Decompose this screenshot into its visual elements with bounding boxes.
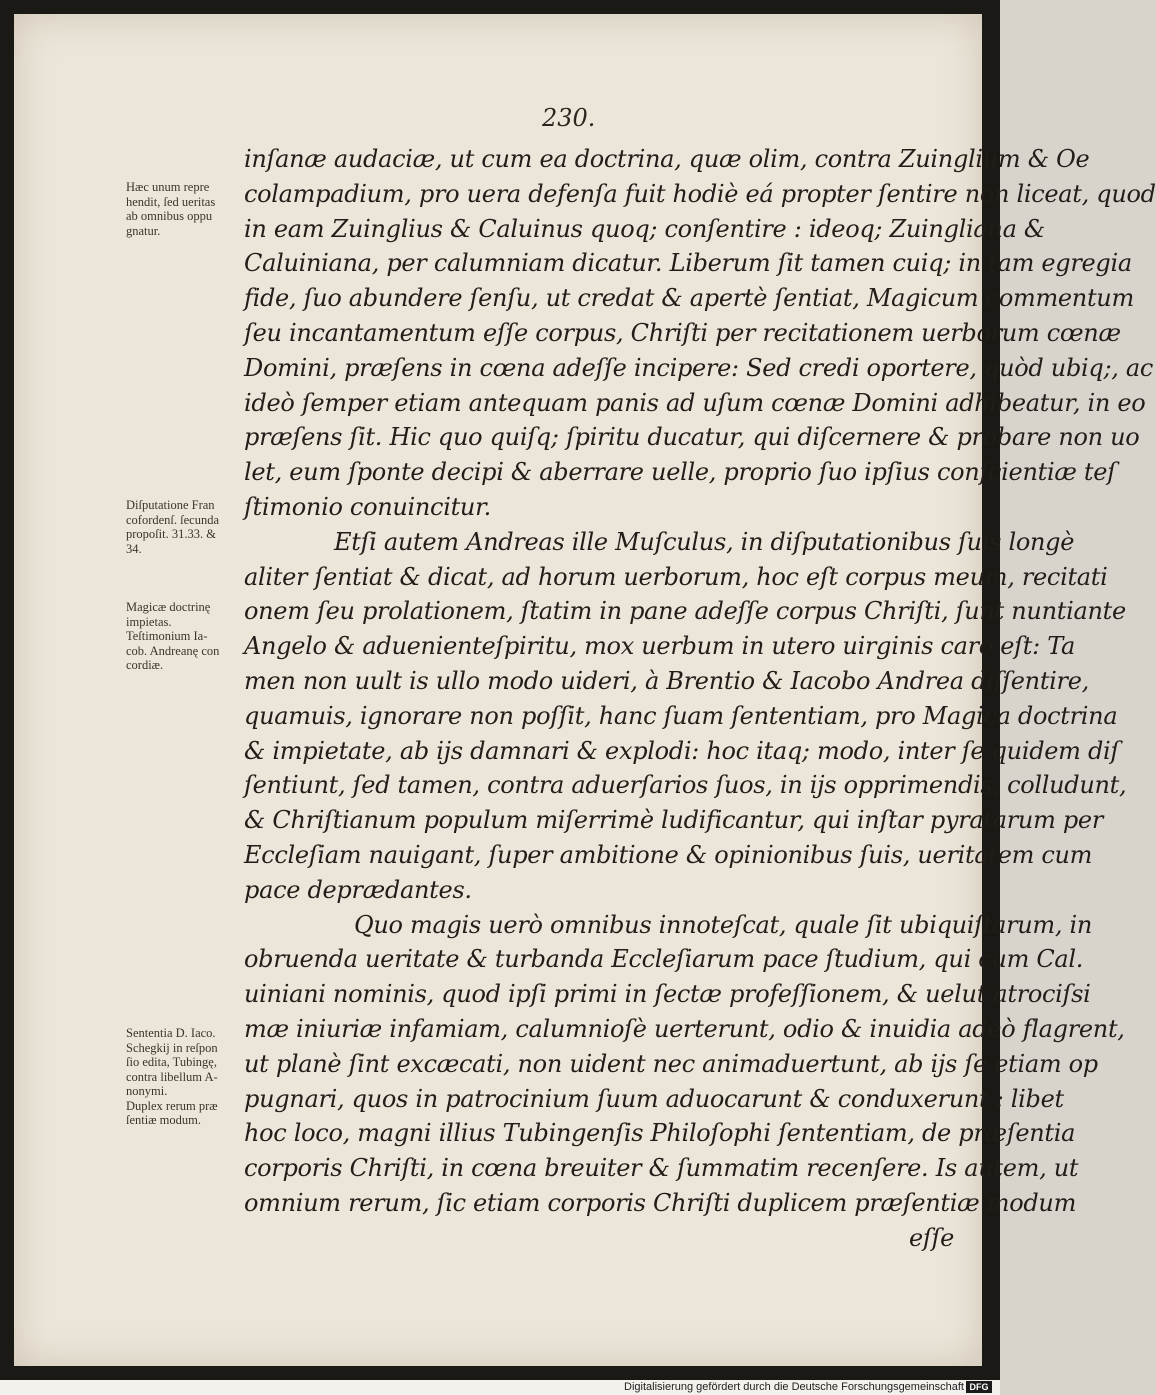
text-line: Caluiniana, per calumniam dicatur. Liberum ſit tamen cuiq; in tam egregia: [244, 249, 1132, 278]
text-line: uiniani nominis, quod ipſi primi in ſectæ profeſſionem, & uelut atrociſsi: [244, 980, 1091, 1009]
text-line: hoc loco, magni illius Tubingenſis Philoſophi ſententiam, de præſentia: [244, 1119, 1076, 1148]
paragraph-start: Quo magis uerò omnibus innoteſcat, quale ſit ubiquiſtarum, in: [354, 910, 1093, 939]
text-line: ſtimonio conuincitur.: [244, 492, 491, 521]
text-line: onem ſeu prolationem, ſtatim in pane adeſſe corpus Chriſti, ſunt nuntiante: [244, 597, 1126, 626]
text-line: Domini, præſens in cœna adeſſe incipere: Sed credi oportere, quòd ubiq;, ac: [244, 353, 1154, 382]
text-line: ſeu incantamentum eſſe corpus, Chriſti per recitationem uerborum cœnæ: [244, 318, 1121, 347]
text-line: & impietate, ab ijs damnari & explodi: hoc itaq; modo, inter ſe quidem diſ: [244, 736, 1119, 765]
text-line: obruenda ueritate & turbanda Eccleſiarum pace ſtudium, qui cum Cal.: [244, 945, 1084, 974]
text-line: pugnari, quos in patrocinium ſuum aduocarunt & conduxerunt : libet: [244, 1084, 1064, 1113]
text-line: & Chriſtianum populum miſerrimè ludificantur, qui inſtar pyratarum per: [244, 806, 1103, 835]
paragraph-start: Etſi autem Andreas ille Muſculus, in diſputationibus ſuis longè: [334, 527, 1075, 556]
text-line: quamuis, ignorare non poſſit, hanc ſuam ſententiam, pro Magica doctrina: [244, 701, 1118, 730]
text-line: ſentiunt, ſed tamen, contra aduerſarios ſuos, in ijs opprimendis, colludunt,: [244, 771, 1127, 800]
dfg-logo-icon: DFG: [966, 1381, 992, 1393]
text-line: mæ iniuriæ infamiam, calumnioſè uerterunt, odio & inuidia adeò flagrent,: [244, 1014, 1125, 1043]
text-line: let, eum ſponte decipi & aberrare uelle, proprio ſuo ipſius conſcientiæ teſ: [244, 458, 1116, 487]
text-line: præſens ſit. Hic quo quiſq; ſpiritu ducatur, qui diſcernere & probare non uo: [244, 423, 1140, 452]
text-line: ut planè ſint excæcati, non uident nec animaduertunt, ab ijs ſe etiam op: [244, 1049, 1098, 1078]
text-line: ideò ſemper etiam antequam panis ad uſum cœnæ Domini adhibeatur, in eo: [244, 388, 1146, 417]
catchword: eſſe: [909, 1223, 954, 1252]
marginal-note-3: Magicæ doctrinę impietas. Teſtimonium Ia- cob. Andreanę con cordiæ.: [126, 600, 220, 672]
text-line: colampadium, pro uera defenſa fuit hodiè eá propter ſentire non liceat, quod: [244, 179, 1156, 208]
marginal-note-2: Diſputatione Fran cofordenſ. ſecunda propoſit. 31.33. & 34.: [126, 498, 220, 556]
marginal-note-4: Sententia D. Iaco. Schegkij in reſpon ſio edita, Tubingę, contra libellum A- nonymi. Duplex rerum præ ſentiæ modum.: [126, 1026, 218, 1127]
text-line: in eam Zuinglius & Caluinus quoq; conſentire : ideoq; Zuingliana &: [244, 214, 1045, 243]
text-line: Angelo & aduenienteſpiritu, mox uerbum in utero uirginis caro eſt: Ta: [244, 632, 1076, 661]
marginal-note-1: Hæc unum repre hendit, ſed ueritas ab omnibus oppu gnatur.: [126, 180, 216, 238]
body-text: [244, 142, 1156, 1256]
page-number: 230.: [542, 104, 596, 132]
text-line: men non uult is ullo modo uideri, à Brentio & Iacobo Andrea diſſentire,: [244, 666, 1089, 695]
text-line: omnium rerum, ſic etiam corporis Chriſti duplicem præſentiæ modum: [244, 1188, 1077, 1217]
text-line: pace deprædantes.: [244, 875, 472, 904]
text-line: fide, ſuo abundere ſenſu, ut credat & apertè ſentiat, Magicum commentum: [244, 284, 1134, 313]
text-line: inſanæ audaciæ, ut cum ea doctrina, quæ olim, contra Zuinglium & Oe: [244, 145, 1090, 173]
funding-notice: Digitalisierung gefördert durch die Deutsche Forschungsgemeinschaft: [624, 1381, 964, 1393]
text-line: Eccleſiam nauigant, ſuper ambitione & opinionibus ſuis, ueritatem cum: [244, 840, 1093, 869]
text-line: aliter ſentiat & dicat, ad horum uerborum, hoc eſt corpus meum, recitati: [244, 562, 1108, 591]
text-line: corporis Chriſti, in cœna breuiter & ſummatim recenſere. Is autem, ut: [244, 1154, 1079, 1183]
scanned-page: [14, 14, 1156, 1366]
